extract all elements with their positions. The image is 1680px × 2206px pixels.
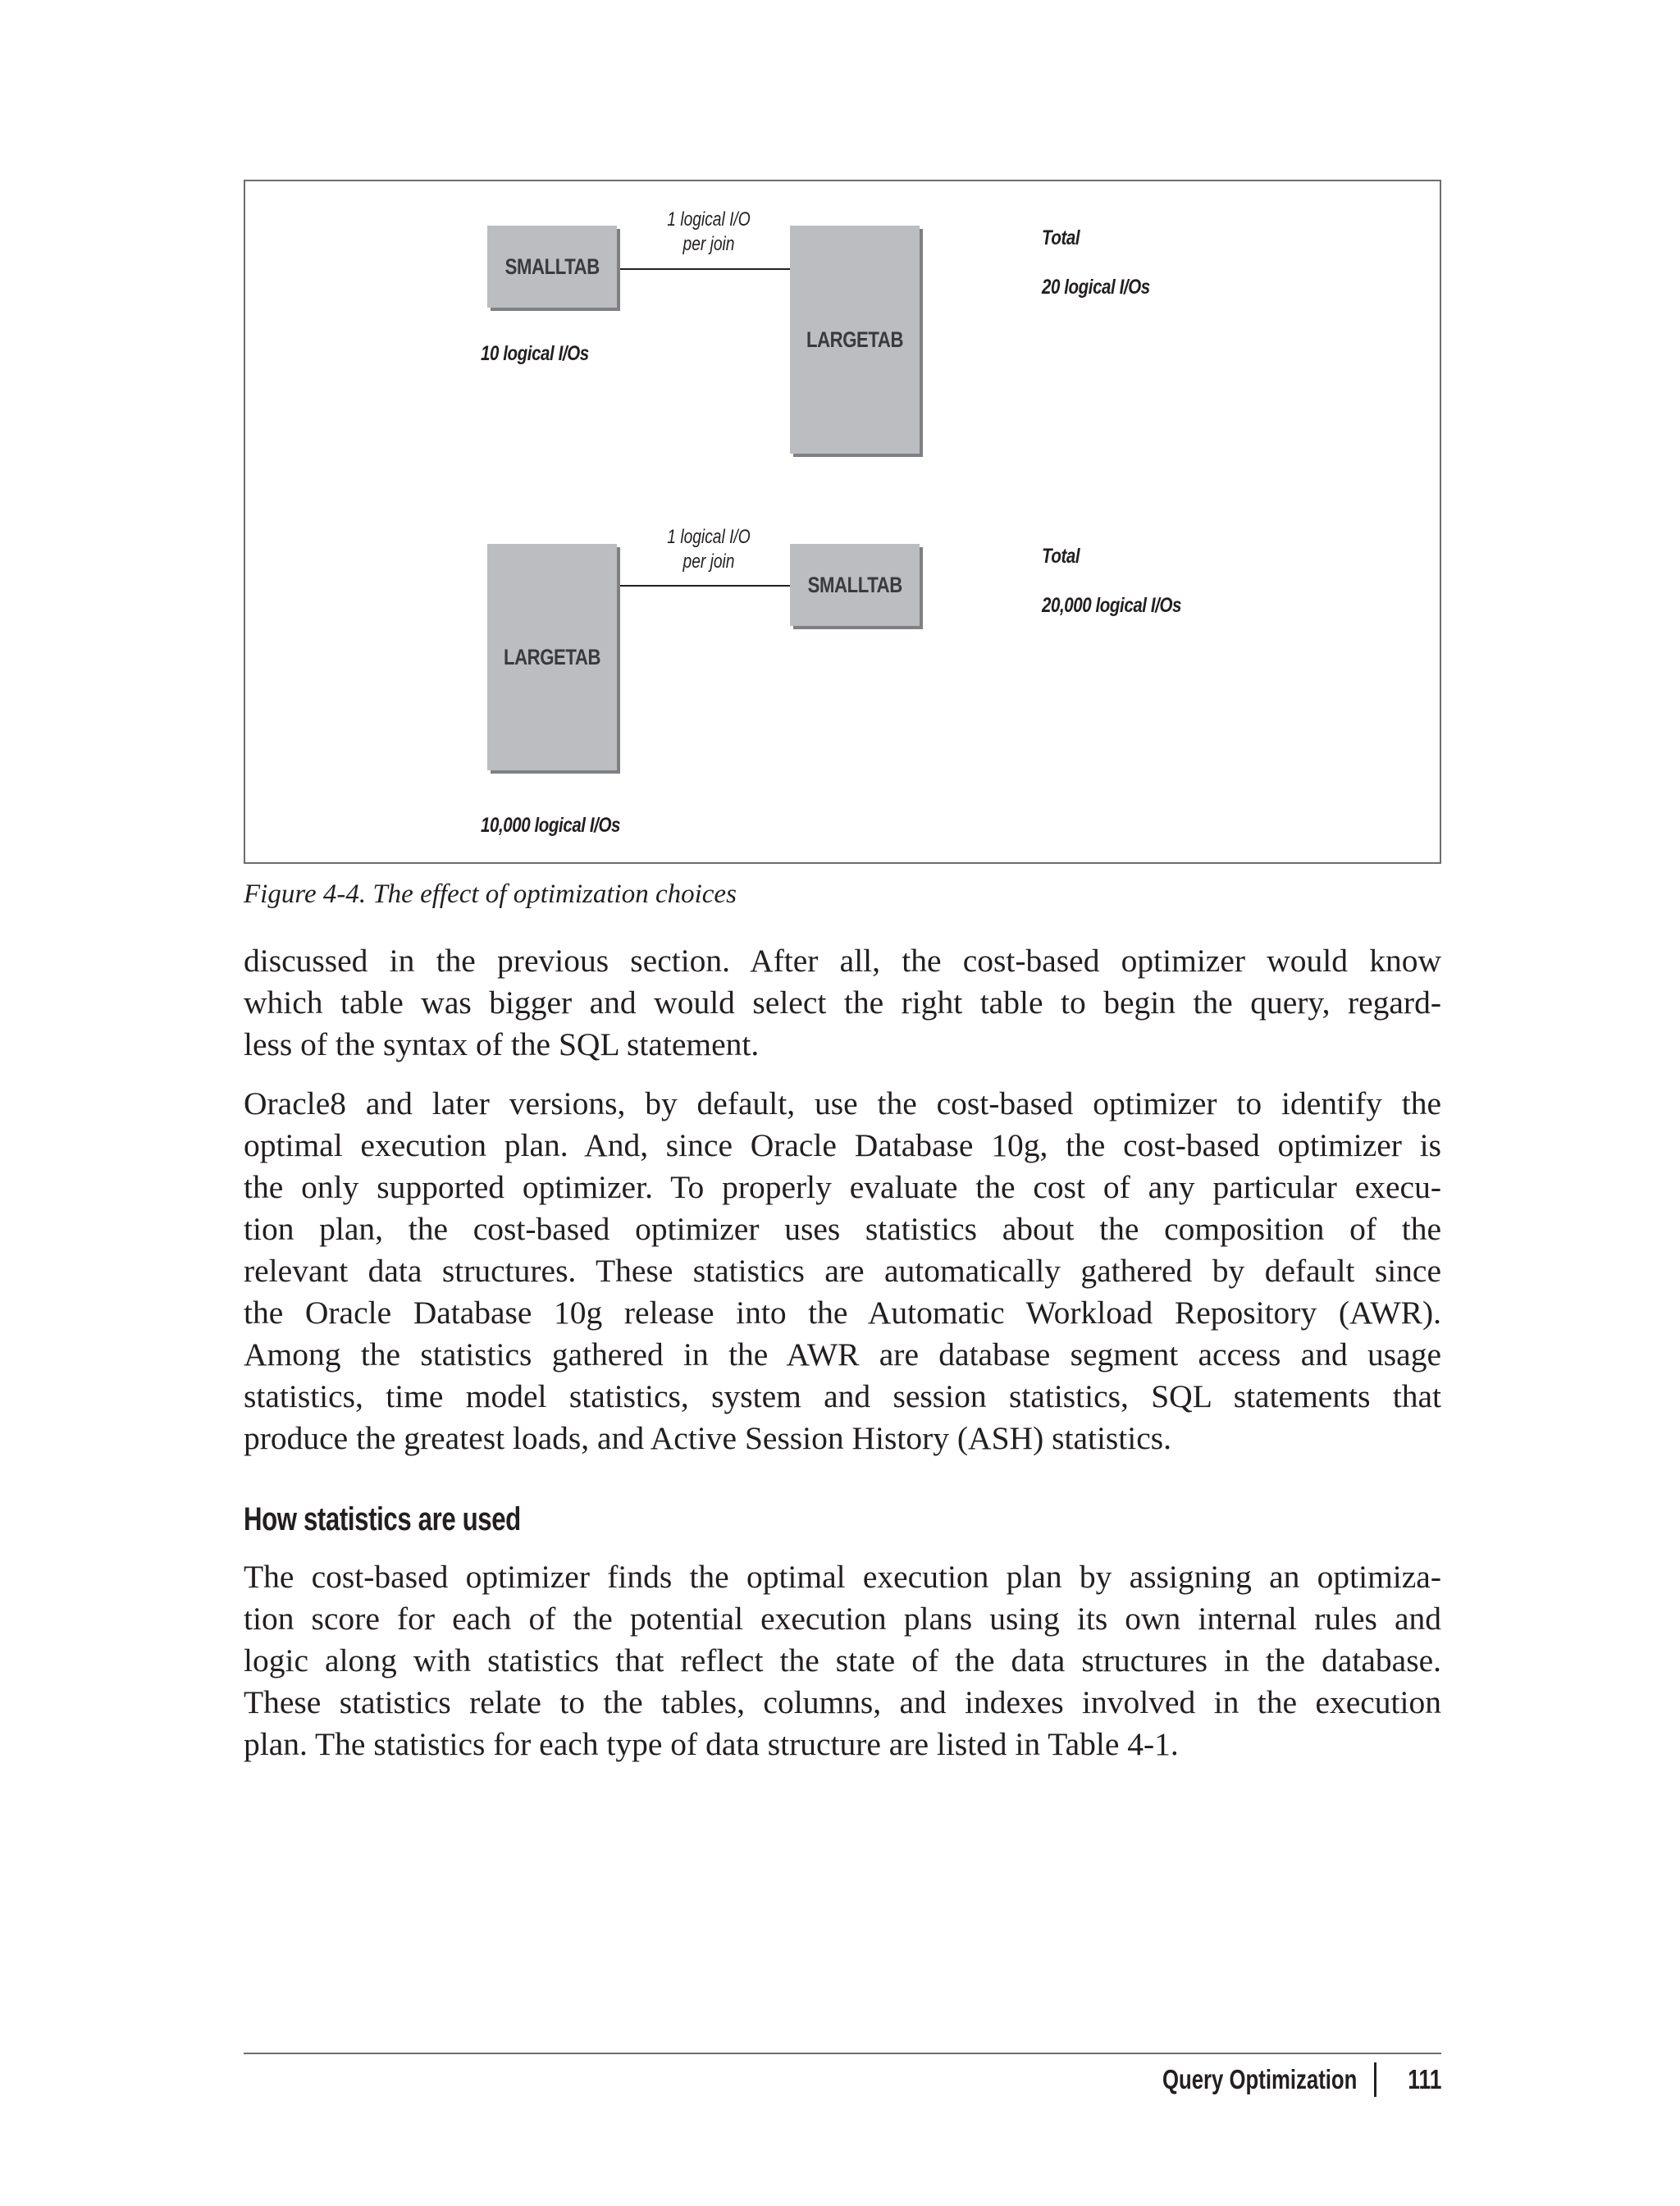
footer-rule	[244, 2053, 1441, 2054]
paragraph-line: less of the syntax of the SQL statement.	[244, 1026, 760, 1062]
bottom-total-label: Total	[1042, 545, 1080, 568]
paragraph-continuation	[244, 940, 1441, 1066]
paragraph-line: the only supported optimizer. To properly evaluate the cost of any particular execu-	[244, 1169, 1441, 1205]
paragraph-line: logic along with statistics that reflect the state of the data structures in the database.	[244, 1642, 1441, 1678]
bottom-largetab-label: LARGETAB	[503, 644, 601, 669]
paragraph-line: Among the statistics gathered in the AWR are database segment access and usage	[244, 1336, 1441, 1372]
bottom-largetab-box	[487, 544, 617, 770]
paragraph-line: discussed in the previous section. After all, the cost-based optimizer would know	[244, 943, 1441, 979]
paragraph-line: optimal execution plan. And, since Oracle Database 10g, the cost-based optimizer is	[244, 1127, 1441, 1163]
paragraph-line: tion score for each of the potential execution plans using its own internal rules and	[244, 1601, 1441, 1637]
top-largetab-box	[790, 226, 920, 454]
bottom-join-cost-line1: 1 logical I/O	[667, 526, 751, 548]
bottom-join-cost	[653, 525, 765, 574]
page-footer	[1107, 2062, 1441, 2097]
top-join-cost	[653, 208, 765, 257]
paragraph-line: tion plan, the cost-based optimizer uses statistics about the composition of the	[244, 1211, 1441, 1247]
paragraph-oracle-optimizer	[244, 1083, 1441, 1459]
top-join-cost-line2: per join	[682, 233, 735, 255]
top-join-cost-line1: 1 logical I/O	[667, 208, 751, 231]
paragraph-line: produce the greatest loads, and Active Session History (ASH) statistics.	[244, 1420, 1172, 1456]
bottom-smalltab-label: SMALLTAB	[807, 572, 902, 597]
top-smalltab-label: SMALLTAB	[504, 253, 600, 279]
top-total-label: Total	[1042, 226, 1080, 249]
footer-separator	[1374, 2062, 1376, 2097]
top-total-value: 20 logical I/Os	[1042, 276, 1150, 299]
paragraph-statistics-usage	[244, 1556, 1441, 1765]
paragraph-line: which table was bigger and would select the right table to begin the query, regard-	[244, 984, 1441, 1021]
paragraph-line: These statistics relate to the tables, columns, and indexes involved in the execution	[244, 1684, 1441, 1720]
top-largetab-label: LARGETAB	[806, 327, 904, 352]
bottom-outer-cost: 10,000 logical I/Os	[481, 814, 620, 837]
paragraph-line: relevant data structures. These statistics are automatically gathered by default since	[244, 1253, 1441, 1289]
paragraph-line: plan. The statistics for each type of data structure are listed in Table 4-1.	[244, 1726, 1179, 1762]
section-heading: How statistics are used	[244, 1501, 521, 1537]
bottom-join-cost-line2: per join	[682, 550, 735, 573]
paragraph-line: statistics, time model statistics, system and session statistics, SQL statements that	[244, 1378, 1441, 1414]
top-smalltab-box	[487, 226, 617, 308]
page-number: 111	[1407, 2064, 1441, 2094]
bottom-total-value: 20,000 logical I/Os	[1042, 594, 1181, 617]
footer-chapter-title: Query Optimization	[1162, 2064, 1358, 2094]
paragraph-line: Oracle8 and later versions, by default, use the cost-based optimizer to identify the	[244, 1085, 1441, 1121]
figure-4-4	[244, 180, 1441, 864]
bottom-smalltab-box	[790, 544, 920, 626]
paragraph-line: the Oracle Database 10g release into the Automatic Workload Repository (AWR).	[244, 1295, 1441, 1331]
paragraph-line: The cost-based optimizer finds the optimal execution plan by assigning an optimiza-	[244, 1559, 1441, 1595]
figure-caption: Figure 4-4. The effect of optimization choices	[244, 879, 737, 909]
top-outer-cost: 10 logical I/Os	[481, 342, 589, 365]
